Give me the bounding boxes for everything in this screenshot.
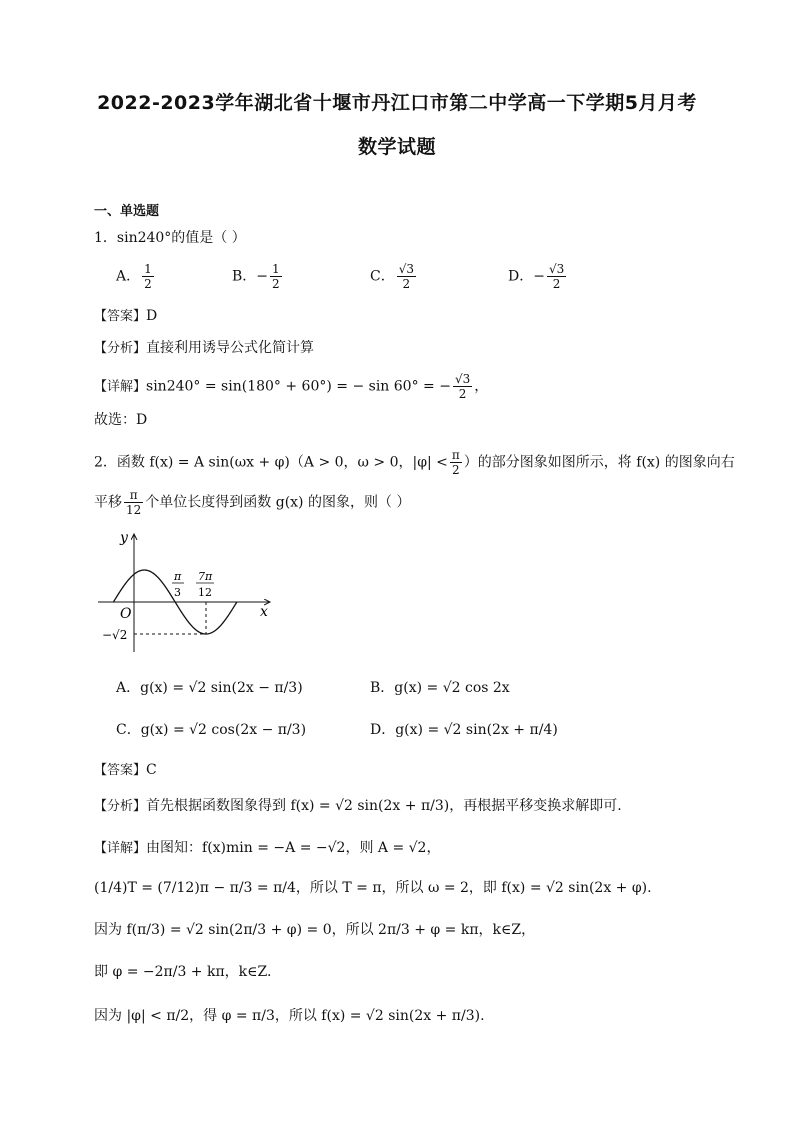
document-title: 2022-2023学年湖北省十堰市丹江口市第二中学高一下学期5月月考 <box>97 92 697 114</box>
min-value-label: −√2 <box>102 628 128 642</box>
q1-option-a <box>116 262 156 291</box>
q1-answer: 【答案】D <box>94 308 158 324</box>
section-heading: 一、单选题 <box>94 204 160 219</box>
q1-analysis: 【分析】直接利用诱导公式化简计算 <box>94 340 315 356</box>
q2-detail-1: 【详解】由图知：f(x)min = −A = −√2，则 A = √2， <box>94 840 441 856</box>
tick-7pi-12-den: 12 <box>198 586 212 599</box>
q2-option-d: D．g(x) = √2 sin(2x + π/4) <box>370 722 558 738</box>
q2-option-a: A．g(x) = √2 sin(2x − π/3) <box>116 680 303 696</box>
option-label: C． <box>370 268 395 285</box>
sine-graph-figure <box>94 528 284 658</box>
fraction: $\frac{\pi}{12}$ <box>126 488 142 517</box>
q2-option-b: B．g(x) = √2 cos 2x <box>370 680 510 696</box>
q2-detail-4: 即 φ = −2π/3 + kπ，k∈Z. <box>94 964 272 980</box>
option-label: D．− <box>508 268 545 285</box>
fraction: $\frac{√3}{2}$ <box>454 372 471 401</box>
q2-detail-2: (1/4)T = (7/12)π − π/3 = π/4，所以 T = π，所以 ω = 2，即 f(x) = √2 sin(2x + φ). <box>94 880 652 896</box>
q1-choose: 故选：D <box>94 412 148 428</box>
option-label: A． <box>116 268 141 285</box>
q2-analysis: 【分析】首先根据函数图象得到 f(x) = √2 sin(2x + π/3)，再根据平移变换求解即可. <box>94 798 622 814</box>
q1-option-b <box>232 262 284 291</box>
fraction: $\frac{1}{2}$ <box>272 262 280 291</box>
fraction: $\frac{√3}{2}$ <box>398 262 414 291</box>
q2-option-c: C．g(x) = √2 cos(2x − π/3) <box>116 722 307 738</box>
fraction: $\frac{1}{2}$ <box>144 262 152 291</box>
q1-option-c <box>370 262 418 291</box>
q1-detail: 【详解】sin240° = sin(180° + 60°) = − sin 60° = − $\frac{√3}{2}$ ， <box>94 372 489 401</box>
tick-7pi-12-num: 7π <box>198 570 213 583</box>
q2-detail-5: 因为 |φ| < π/2，得 φ = π/3，所以 f(x) = √2 sin(2x + π/3). <box>94 1008 485 1024</box>
q2-stem-line1: 2．函数 f(x) = A sin(ωx + φ)（A > 0，ω > 0，|φ| < $\frac{\pi}{2}$ ）的部分图象如图所示，将 f(x) 的图象向右 <box>94 448 735 477</box>
fraction: $\frac{\pi}{2}$ <box>451 448 460 477</box>
q2-stem-line2: 平移 $\frac{\pi}{12}$ 个单位长度得到函数 g(x) 的图象，则（ ） <box>94 488 411 517</box>
option-label: B．− <box>232 268 269 285</box>
q2-answer: 【答案】C <box>94 762 157 778</box>
q1-stem: 1．sin240°的值是（ ） <box>94 230 246 246</box>
fraction: $\frac{√3}{2}$ <box>548 262 565 291</box>
tick-pi-3-den: 3 <box>174 586 181 599</box>
tick-pi-3-num: π <box>174 570 182 583</box>
q2-detail-3: 因为 f(π/3) = √2 sin(2π/3 + φ) = 0，所以 2π/3 + φ = kπ，k∈Z， <box>94 922 536 938</box>
document-subtitle: 数学试题 <box>357 136 436 158</box>
q1-option-d <box>508 262 568 291</box>
x-axis-label: x <box>260 604 268 620</box>
y-axis-label: y <box>120 530 128 546</box>
origin-label: O <box>120 606 132 622</box>
